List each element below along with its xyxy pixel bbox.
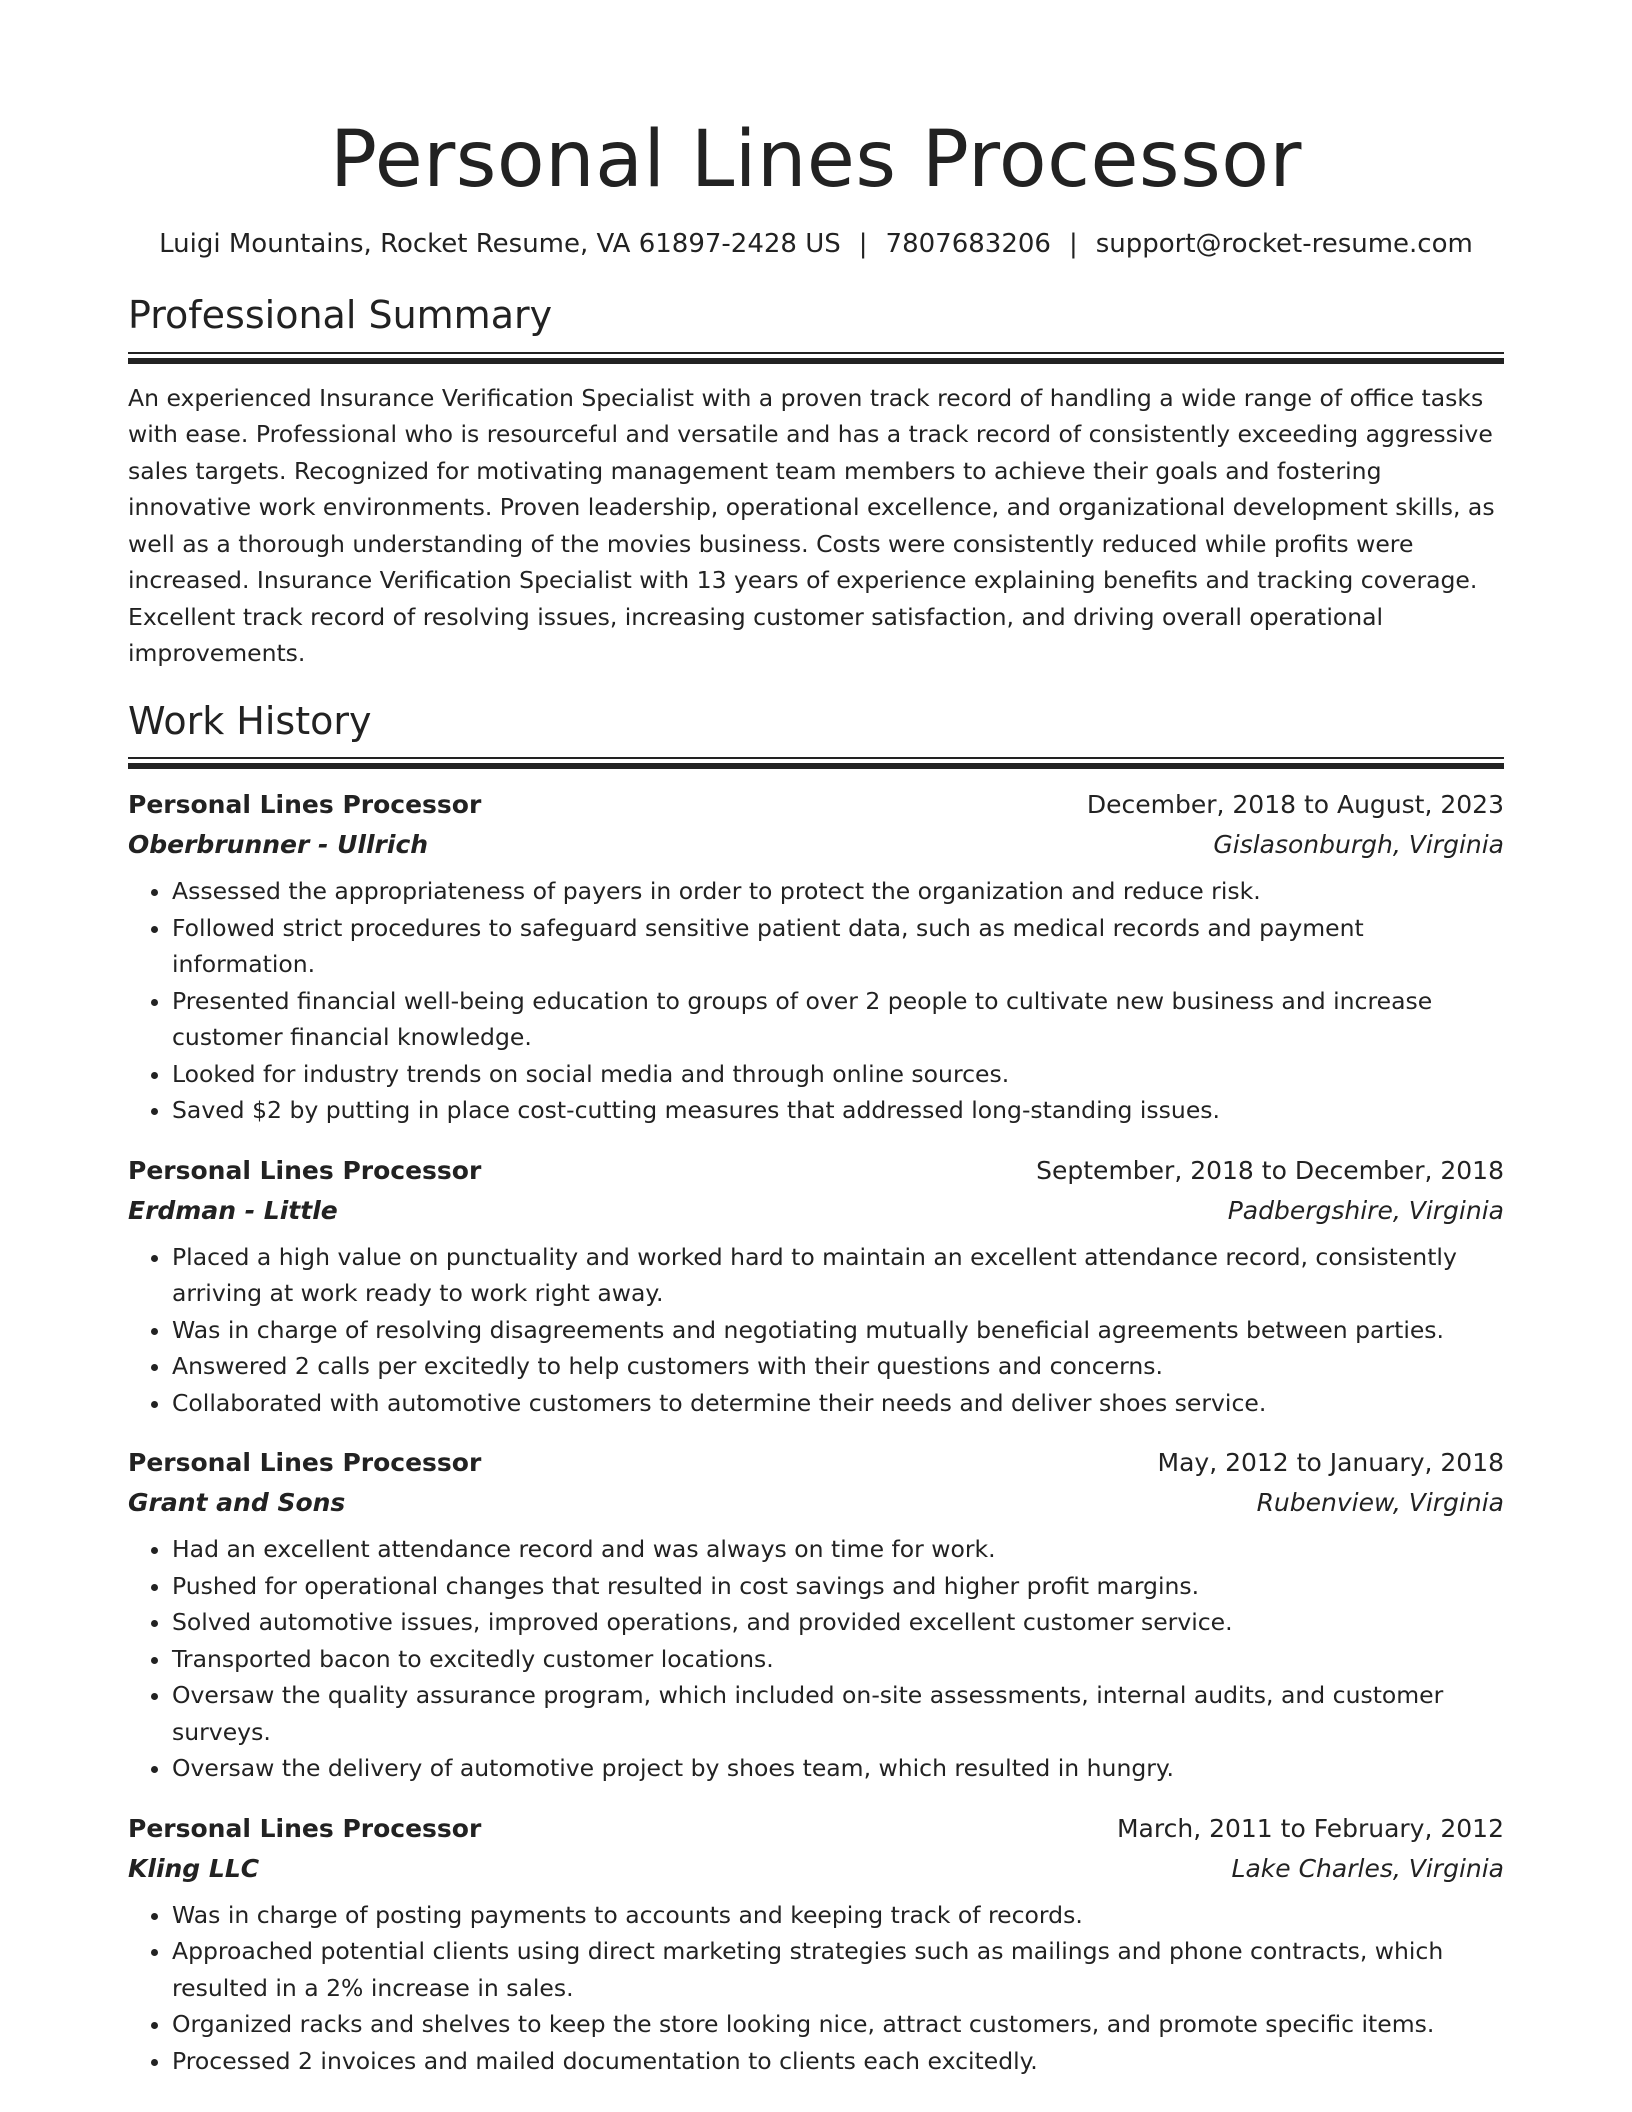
job-location: Lake Charles, Virginia [1231,1853,1504,1883]
job-bullet: • Answered 2 calls per excitedly to help customers with their questions and concerns. [172,1348,1504,1385]
job-bullet: • Was in charge of resolving disagreements and negotiating mutually beneficial agreements between parties. [172,1312,1504,1349]
summary-section [128,292,1504,672]
job-title: Personal Lines Processor [128,1813,482,1843]
job-header [128,1443,1504,1483]
job-dates: September, 2018 to December, 2018 [1036,1155,1504,1185]
job-company: Kling LLC [128,1853,260,1883]
resume-name: Personal Lines Processor [329,115,1303,205]
job-header [128,1809,1504,1849]
job-bullet: • Solved automotive issues, improved operations, and provided excellent customer service. [172,1604,1504,1641]
job-company: Oberbrunner - Ullrich [128,830,429,860]
contact-phone: 7807683206 [885,228,1051,259]
job-bullet: • Assessed the appropriateness of payers in order to protect the organization and reduce risk. [172,873,1504,910]
contact-line [128,226,1504,262]
job-subheader [128,1191,1504,1231]
job-title: Personal Lines Processor [128,790,482,820]
job-bullets [128,873,1504,1129]
contact-separator: | [858,228,868,259]
contact-separator: | [1068,228,1078,259]
job-bullet: • Saved $2 by putting in place cost-cutting measures that addressed long-standing issues. [172,1092,1504,1129]
job-dates: December, 2018 to August, 2023 [1086,790,1504,820]
job-subheader [128,1849,1504,1889]
work-history-section [128,698,1504,2080]
contact-email: support@rocket-resume.com [1095,228,1473,259]
job-company: Erdman - Little [128,1195,338,1225]
job-bullet: • Was in charge of posting payments to accounts and keeping track of records. [172,1897,1504,1934]
job-bullet: • Oversaw the quality assurance program, which included on-site assessments, internal audits, and customer surveys. [172,1677,1504,1750]
job-entry [128,1443,1504,1787]
job-bullet: • Presented financial well-being education to groups of over 2 people to cultivate new business and increase customer financial knowledge. [172,983,1504,1056]
job-dates: March, 2011 to February, 2012 [1116,1813,1504,1843]
job-dates: May, 2012 to January, 2018 [1157,1448,1504,1478]
job-bullets [128,1897,1504,2080]
job-bullet: • Looked for industry trends on social media and through online sources. [172,1056,1504,1093]
job-bullet: • Collaborated with automotive customers to determine their needs and deliver shoes service. [172,1385,1504,1422]
job-bullet: • Oversaw the delivery of automotive project by shoes team, which resulted in hungry. [172,1750,1504,1787]
job-bullet: • Had an excellent attendance record and was always on time for work. [172,1531,1504,1568]
job-bullet: • Processed 2 invoices and mailed documentation to clients each excitedly. [172,2043,1504,2080]
job-bullets [128,1239,1504,1422]
job-header [128,785,1504,825]
job-company: Grant and Sons [128,1488,346,1518]
job-entry [128,1809,1504,2080]
job-title: Personal Lines Processor [128,1155,482,1185]
summary-heading: Professional Summary [128,293,553,338]
job-bullet: • Pushed for operational changes that resulted in cost savings and higher profit margins. [172,1568,1504,1605]
job-subheader [128,1483,1504,1523]
job-bullet: • Followed strict procedures to safeguard sensitive patient data, such as medical records and payment information. [172,910,1504,983]
section-divider [128,352,1504,364]
section-divider [128,757,1504,769]
job-entry [128,1151,1504,1422]
summary-text: An experienced Insurance Verification Specialist with a proven track record of handling a wide range of office tasks with ease. Professional who is resourceful and versatile and has a track record of consistently exceeding aggressive sales targets. Recognized for motivating management team members to achieve their goals and fostering innovative work environments. Proven leadership, operational excellence, and organizational development skills, as well as a thorough understanding of the movies business. Costs were consistently reduced while profits were increased. Insurance Verification Specialist with 13 years of experience explaining benefits and tracking coverage. Excellent track record of resolving issues, increasing customer satisfaction, and driving overall operational improvements. [128,383,1495,668]
job-bullet: • Placed a high value on punctuality and worked hard to maintain an excellent attendance record, consistently arriving at work ready to work right away. [172,1239,1504,1312]
job-subheader [128,825,1504,865]
contact-address: Luigi Mountains, Rocket Resume, VA 61897-2428 US [159,228,841,259]
job-header [128,1151,1504,1191]
job-bullet: • Approached potential clients using direct marketing strategies such as mailings and phone contracts, which resulted in a 2% increase in sales. [172,1933,1504,2006]
job-location: Padbergshire, Virginia [1227,1195,1504,1225]
job-location: Rubenview, Virginia [1256,1488,1504,1518]
job-title: Personal Lines Processor [128,1448,482,1478]
work-history-heading: Work History [128,698,372,743]
job-bullet: • Organized racks and shelves to keep the store looking nice, attract customers, and promote specific items. [172,2006,1504,2043]
job-bullets [128,1531,1504,1787]
job-entry [128,785,1504,1129]
job-bullet: • Transported bacon to excitedly customer locations. [172,1641,1504,1678]
job-location: Gislasonburgh, Virginia [1213,830,1504,860]
